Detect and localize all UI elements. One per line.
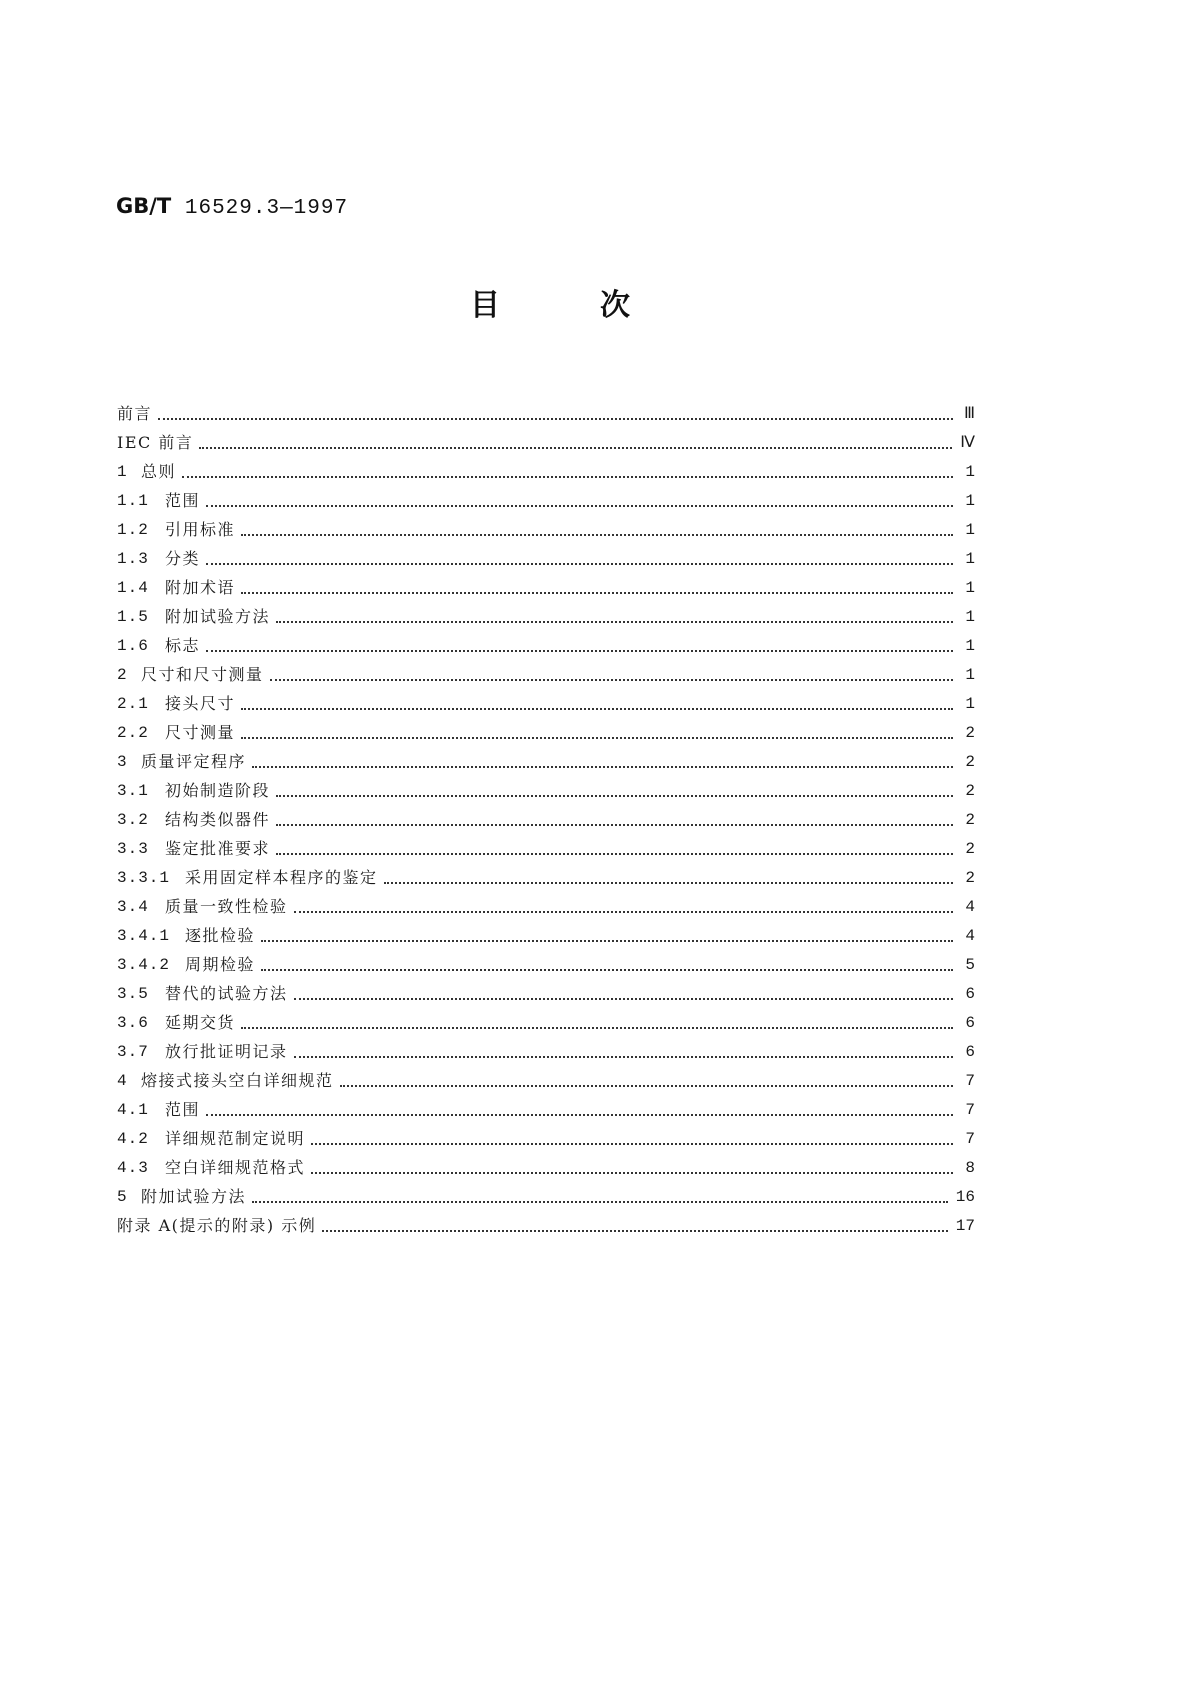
toc-dot-leader	[206, 505, 953, 507]
toc-entry[interactable]	[117, 1179, 975, 1208]
toc-entry-number: 3.6	[117, 1014, 149, 1032]
toc-entry-number: 4.2	[117, 1130, 149, 1148]
toc-entry[interactable]	[117, 686, 975, 715]
toc-dot-leader	[261, 969, 953, 971]
toc-entry-number: 3.3.1	[117, 869, 171, 887]
toc-entry-page: 4	[965, 898, 975, 916]
toc-entry-title: 附加术语	[165, 578, 236, 597]
toc-entry-title: 附录 A(提示的附录) 示例	[117, 1216, 317, 1235]
toc-entry-number: 1.6	[117, 637, 149, 655]
toc-entry-page: 1	[965, 550, 975, 568]
toc-entry[interactable]	[117, 657, 975, 686]
toc-entry-title: 质量评定程序	[141, 752, 247, 771]
toc-entry-number: 3.4.2	[117, 956, 171, 974]
toc-entry-title: 质量一致性检验	[165, 897, 288, 916]
toc-entry[interactable]	[117, 1208, 975, 1237]
toc-entry-page: 1	[965, 463, 975, 481]
toc-entry-page: 6	[965, 1043, 975, 1061]
toc-entry-title: 熔接式接头空白详细规范	[141, 1071, 334, 1090]
toc-entry-title: 详细规范制定说明	[165, 1129, 306, 1148]
toc-dot-leader	[206, 650, 953, 652]
toc-entry[interactable]	[117, 889, 975, 918]
toc-entry[interactable]	[117, 1150, 975, 1179]
toc-entry-title: 附加试验方法	[165, 607, 271, 626]
page-title	[470, 288, 630, 324]
toc-entry-page: 6	[965, 985, 975, 1003]
toc-entry-page: 1	[965, 695, 975, 713]
toc-entry-number: 4.1	[117, 1101, 149, 1119]
toc-entry-number: 4.3	[117, 1159, 149, 1177]
toc-entry-page: 7	[965, 1101, 975, 1119]
toc-entry-title: 初始制造阶段	[165, 781, 271, 800]
toc-dot-leader	[384, 882, 953, 884]
page-title-char-2: 次	[600, 288, 630, 323]
toc-entry[interactable]	[117, 918, 975, 947]
toc-entry-number: 3.7	[117, 1043, 149, 1061]
toc-entry-number: 3.4	[117, 898, 149, 916]
toc-entry[interactable]	[117, 599, 975, 628]
toc-entry-page: 1	[965, 608, 975, 626]
toc-entry-number: 1.4	[117, 579, 149, 597]
toc-entry-page: 4	[965, 927, 975, 945]
toc-dot-leader	[294, 911, 953, 913]
toc-entry-title: 分类	[165, 549, 201, 568]
toc-entry[interactable]	[117, 425, 975, 454]
toc-dot-leader	[241, 708, 953, 710]
toc-dot-leader	[206, 563, 953, 565]
toc-entry-title: 范围	[165, 491, 201, 510]
toc-dot-leader	[311, 1172, 953, 1174]
toc-entry-page: 2	[965, 782, 975, 800]
toc-entry-title: 放行批证明记录	[165, 1042, 288, 1061]
toc-entry-title: IEC 前言	[117, 433, 194, 452]
toc-entry-page: 7	[965, 1072, 975, 1090]
toc-entry-title: 结构类似器件	[165, 810, 271, 829]
toc-entry-title: 范围	[165, 1100, 201, 1119]
toc-entry-page: Ⅲ	[963, 405, 975, 423]
table-of-contents	[117, 396, 975, 1237]
toc-dot-leader	[322, 1230, 948, 1232]
standard-number	[116, 194, 348, 220]
toc-entry-number: 4	[117, 1072, 128, 1090]
toc-entry[interactable]	[117, 802, 975, 831]
toc-entry-title: 延期交货	[165, 1013, 236, 1032]
toc-entry-page: 1	[965, 666, 975, 684]
toc-entry-number: 3.5	[117, 985, 149, 1003]
standard-prefix: GB/T	[116, 194, 172, 218]
toc-entry[interactable]	[117, 628, 975, 657]
toc-entry-page: 7	[965, 1130, 975, 1148]
toc-dot-leader	[311, 1143, 953, 1145]
toc-entry-page: 5	[965, 956, 975, 974]
toc-entry[interactable]	[117, 454, 975, 483]
toc-entry-title: 附加试验方法	[141, 1187, 247, 1206]
toc-entry-page: 2	[965, 753, 975, 771]
toc-dot-leader	[241, 1027, 953, 1029]
toc-dot-leader	[241, 737, 953, 739]
toc-dot-leader	[276, 824, 953, 826]
toc-entry-number: 2.2	[117, 724, 149, 742]
standard-code: 16529.3—1997	[184, 197, 349, 220]
toc-dot-leader	[206, 1114, 953, 1116]
toc-entry[interactable]	[117, 744, 975, 773]
toc-entry[interactable]	[117, 541, 975, 570]
toc-entry-page: 2	[965, 840, 975, 858]
toc-entry-page: 17	[955, 1217, 975, 1235]
toc-entry-page: 6	[965, 1014, 975, 1032]
toc-entry-title: 周期检验	[185, 955, 256, 974]
toc-entry-title: 空白详细规范格式	[165, 1158, 306, 1177]
toc-entry[interactable]	[117, 483, 975, 512]
toc-entry-page: Ⅳ	[960, 434, 975, 452]
toc-entry-number: 1.5	[117, 608, 149, 626]
toc-entry-number: 2.1	[117, 695, 149, 713]
toc-entry-title: 引用标准	[165, 520, 236, 539]
toc-entry[interactable]	[117, 715, 975, 744]
toc-entry[interactable]	[117, 570, 975, 599]
toc-entry[interactable]	[117, 512, 975, 541]
toc-dot-leader	[276, 853, 953, 855]
toc-entry-number: 1.1	[117, 492, 149, 510]
toc-entry-number: 1.3	[117, 550, 149, 568]
toc-dot-leader	[276, 621, 953, 623]
toc-entry-page: 2	[965, 869, 975, 887]
toc-dot-leader	[252, 1201, 948, 1203]
toc-entry-title: 前言	[117, 404, 153, 423]
toc-entry-page: 1	[965, 579, 975, 597]
toc-dot-leader	[340, 1085, 953, 1087]
toc-dot-leader	[241, 534, 953, 536]
toc-dot-leader	[241, 592, 953, 594]
toc-entry[interactable]	[117, 1092, 975, 1121]
toc-entry-title: 鉴定批准要求	[165, 839, 271, 858]
toc-entry[interactable]	[117, 976, 975, 1005]
toc-entry-title: 替代的试验方法	[165, 984, 288, 1003]
toc-entry-title: 标志	[165, 636, 201, 655]
toc-entry-number: 2	[117, 666, 128, 684]
toc-entry[interactable]	[117, 1063, 975, 1092]
toc-entry[interactable]	[117, 773, 975, 802]
toc-dot-leader	[252, 766, 953, 768]
toc-entry-page: 2	[965, 811, 975, 829]
toc-entry[interactable]	[117, 1005, 975, 1034]
toc-entry-title: 接头尺寸	[165, 694, 236, 713]
toc-dot-leader	[270, 679, 953, 681]
toc-dot-leader	[294, 998, 953, 1000]
toc-entry-number: 1.2	[117, 521, 149, 539]
toc-entry[interactable]	[117, 396, 975, 425]
toc-entry-number: 3	[117, 753, 128, 771]
toc-entry-page: 16	[955, 1188, 975, 1206]
toc-entry-number: 1	[117, 463, 128, 481]
toc-entry[interactable]	[117, 1034, 975, 1063]
toc-entry-page: 1	[965, 521, 975, 539]
toc-dot-leader	[158, 418, 953, 420]
page-title-char-1: 目	[470, 288, 500, 323]
toc-entry-number: 3.1	[117, 782, 149, 800]
toc-entry[interactable]	[117, 860, 975, 889]
toc-entry-page: 1	[965, 637, 975, 655]
toc-entry-number: 3.3	[117, 840, 149, 858]
toc-entry-page: 2	[965, 724, 975, 742]
toc-dot-leader	[182, 476, 953, 478]
toc-entry-title: 尺寸和尺寸测量	[141, 665, 264, 684]
toc-dot-leader	[199, 447, 952, 449]
toc-entry-number: 3.4.1	[117, 927, 171, 945]
toc-dot-leader	[261, 940, 953, 942]
toc-entry[interactable]	[117, 1121, 975, 1150]
toc-entry-number: 3.2	[117, 811, 149, 829]
toc-entry-title: 总则	[141, 462, 177, 481]
toc-entry-number: 5	[117, 1188, 128, 1206]
toc-entry-page: 1	[965, 492, 975, 510]
toc-entry-title: 逐批检验	[185, 926, 256, 945]
toc-entry-page: 8	[965, 1159, 975, 1177]
toc-dot-leader	[294, 1056, 953, 1058]
toc-entry[interactable]	[117, 831, 975, 860]
toc-entry[interactable]	[117, 947, 975, 976]
toc-dot-leader	[276, 795, 953, 797]
toc-entry-title: 采用固定样本程序的鉴定	[185, 868, 378, 887]
toc-entry-title: 尺寸测量	[165, 723, 236, 742]
